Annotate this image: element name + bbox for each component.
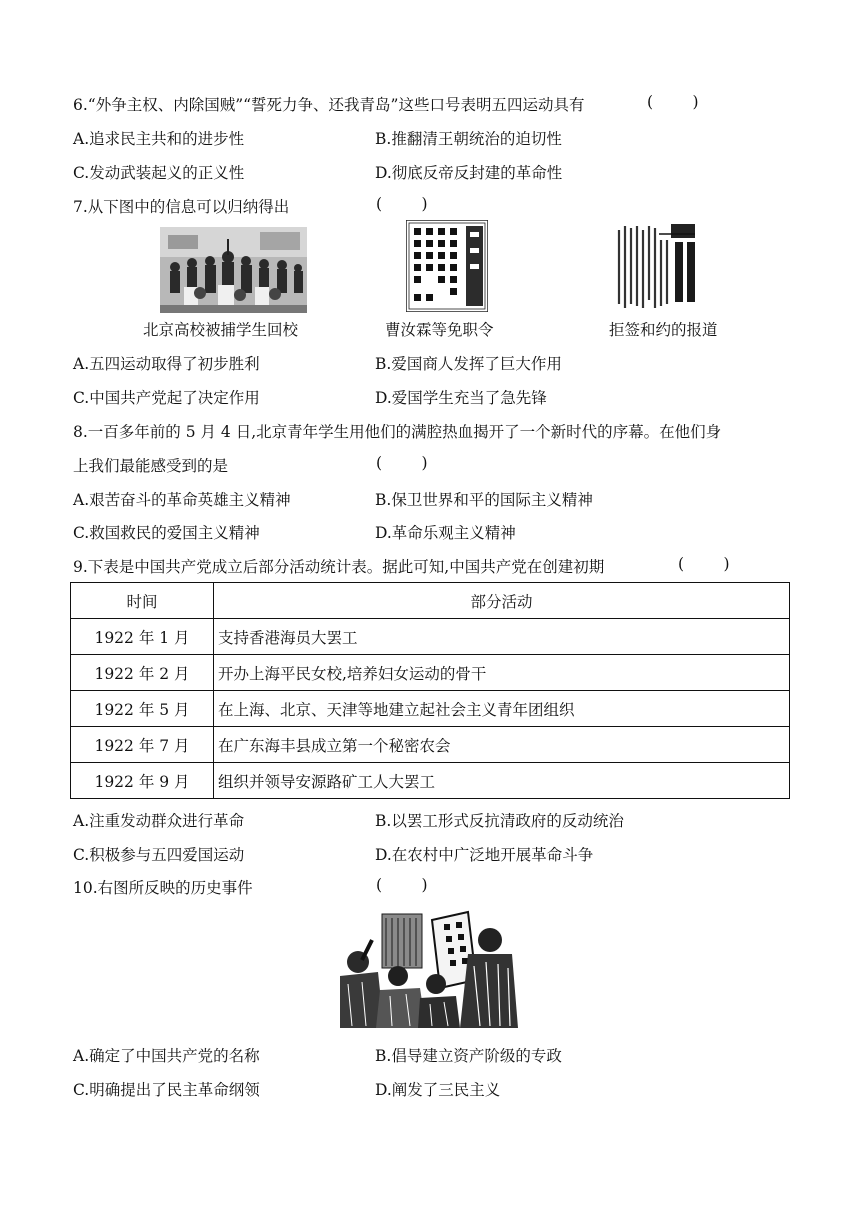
dismissal-order-document-icon	[406, 220, 488, 312]
table-row	[71, 619, 790, 655]
table-cell-time: 1922 年 7 月	[71, 727, 214, 763]
q7-option-a: A.五四运动取得了初步胜利	[73, 355, 260, 373]
q7-option-c: C.中国共产党起了决定作用	[73, 389, 260, 407]
q8-option-c: C.救国救民的爱国主义精神	[73, 524, 260, 542]
q7-caption-photo: 北京高校被捕学生回校	[143, 321, 299, 339]
q6-option-b: B.推翻清王朝统治的迫切性	[375, 130, 562, 148]
q9-option-b: B.以罢工形式反抗清政府的反动统治	[375, 812, 624, 830]
table-cell-time: 1922 年 5 月	[71, 691, 214, 727]
q8-option-a: A.艰苦奋斗的革命英雄主义精神	[73, 491, 291, 509]
q10-answer-bracket: ( )	[376, 876, 428, 894]
q8-option-d: D.革命乐观主义精神	[375, 524, 516, 542]
q9-option-d: D.在农村中广泛地开展革命斗争	[375, 846, 594, 864]
q6-answer-bracket: ( )	[647, 93, 699, 111]
q10-stem: 10.右图所反映的历史事件	[73, 879, 253, 897]
q7-stem: 7.从下图中的信息可以归纳得出	[73, 198, 290, 216]
q10-option-a: A.确定了中国共产党的名称	[73, 1047, 260, 1065]
q10-option-b: B.倡导建立资产阶级的专政	[375, 1047, 562, 1065]
q8-option-b: B.保卫世界和平的国际主义精神	[375, 491, 593, 509]
table-row	[71, 691, 790, 727]
q7-option-b: B.爱国商人发挥了巨大作用	[375, 355, 562, 373]
table-cell-activity: 组织并领导安源路矿工人大罢工	[214, 763, 790, 799]
table-cell-activity: 在上海、北京、天津等地建立起社会主义青年团组织	[214, 691, 790, 727]
table-header-activity: 部分活动	[214, 583, 790, 619]
q10-option-c: C.明确提出了民主革命纲领	[73, 1081, 260, 1099]
table-cell-time: 1922 年 2 月	[71, 655, 214, 691]
q9-stem: 9.下表是中国共产党成立后部分活动统计表。据此可知,中国共产党在创建初期	[73, 558, 605, 576]
q7-option-d: D.爱国学生充当了急先锋	[375, 389, 547, 407]
table-cell-activity: 在广东海丰县成立第一个秘密农会	[214, 727, 790, 763]
q10-option-d: D.阐发了三民主义	[375, 1081, 501, 1099]
q9-answer-bracket: ( )	[678, 555, 730, 573]
q8-stem-line2: 上我们最能感受到的是	[73, 457, 229, 475]
table-header-time: 时间	[71, 583, 214, 619]
table-cell-activity: 开办上海平民女校,培养妇女运动的骨干	[214, 655, 790, 691]
q6-stem: 6.“外争主权、内除国贼”“誓死力争、还我青岛”这些口号表明五四运动具有	[73, 96, 585, 114]
q8-stem-line1: 8.一百多年前的 5 月 4 日,北京青年学生用他们的满腔热血揭开了一个新时代的序幕。在他们身	[73, 423, 722, 441]
q9-option-c: C.积极参与五四爱国运动	[73, 846, 245, 864]
table-cell-time: 1922 年 9 月	[71, 763, 214, 799]
q7-caption-order: 曹汝霖等免职令	[385, 321, 494, 339]
q6-option-a: A.追求民主共和的进步性	[73, 130, 245, 148]
q6-option-c: C.发动武装起义的正义性	[73, 164, 245, 182]
woodcut-first-congress-icon	[340, 910, 518, 1028]
q7-answer-bracket: ( )	[376, 195, 428, 213]
table-header-row	[71, 583, 790, 619]
table-row	[71, 655, 790, 691]
q9-option-a: A.注重发动群众进行革命	[73, 812, 245, 830]
newspaper-report-icon	[613, 220, 699, 312]
table-cell-activity: 支持香港海员大罢工	[214, 619, 790, 655]
table-cell-time: 1922 年 1 月	[71, 619, 214, 655]
q6-option-d: D.彻底反帝反封建的革命性	[375, 164, 563, 182]
q7-caption-newspaper: 拒签和约的报道	[609, 321, 718, 339]
photo-students-return-icon	[160, 227, 307, 313]
q8-answer-bracket: ( )	[376, 454, 428, 472]
table-row	[71, 763, 790, 799]
q9-activity-table	[70, 582, 790, 799]
table-row	[71, 727, 790, 763]
